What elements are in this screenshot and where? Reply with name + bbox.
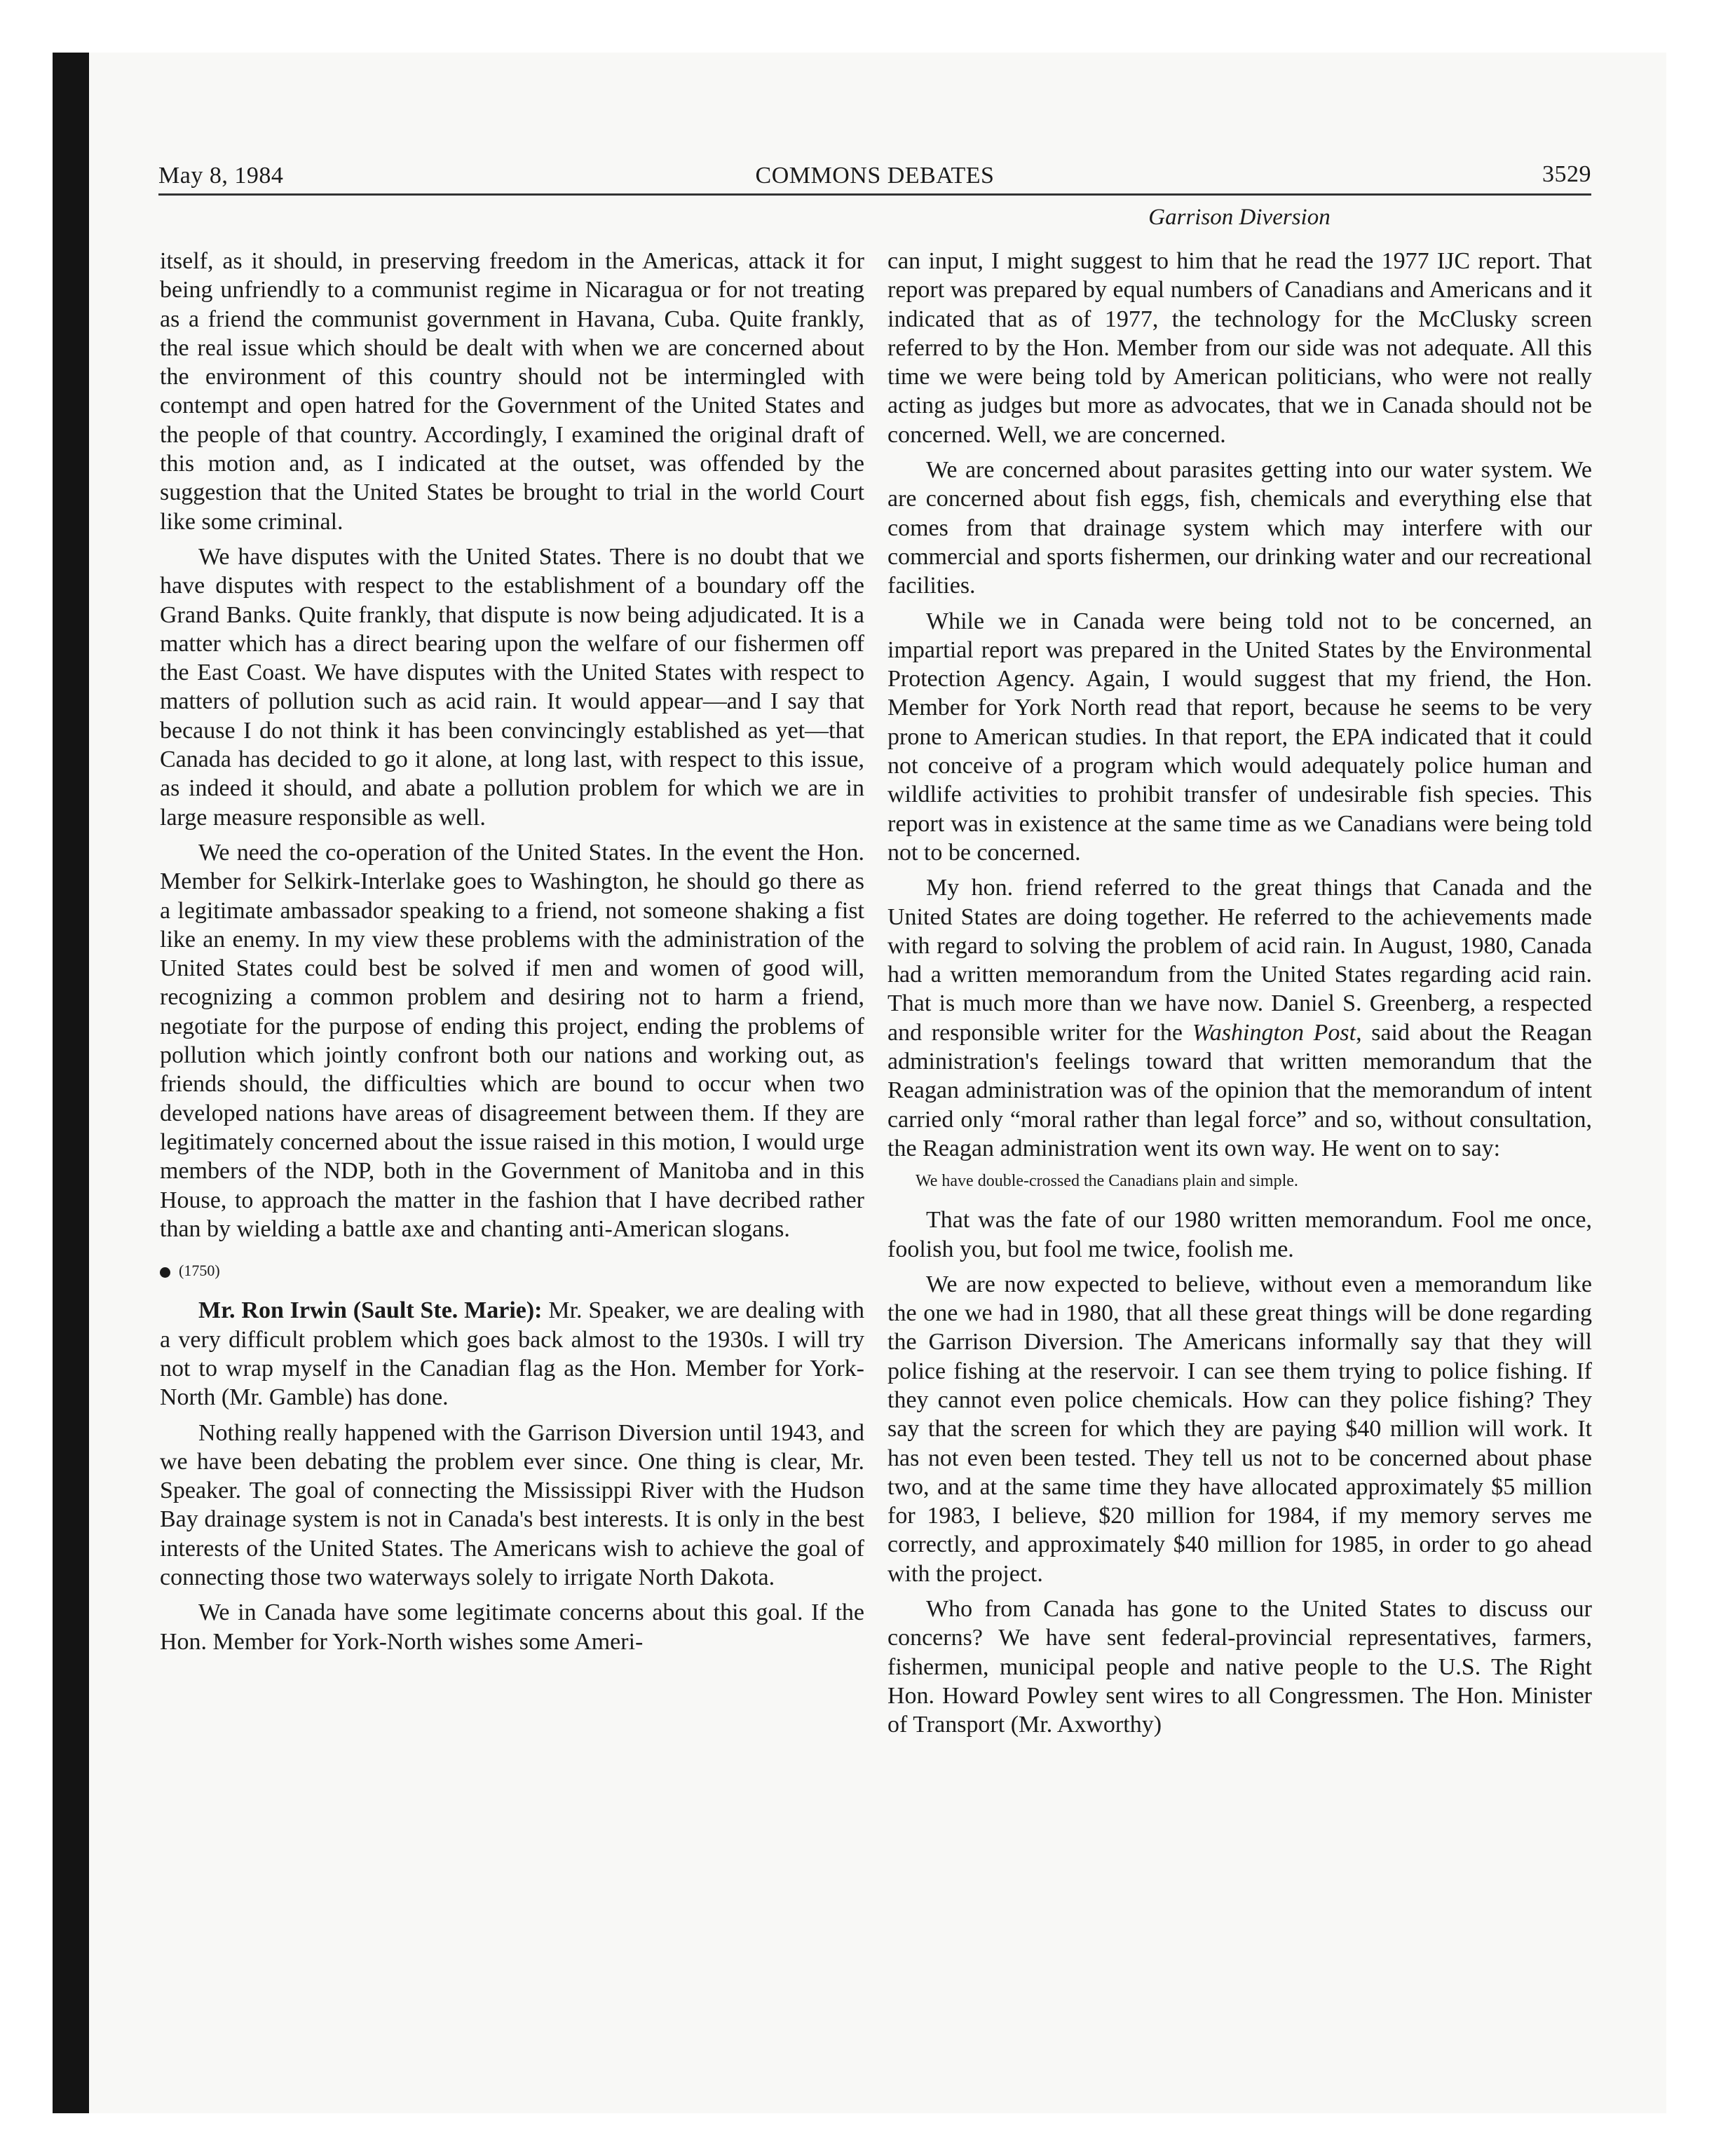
publication-title: Washington Post — [1192, 1019, 1356, 1046]
header-date: May 8, 1984 — [158, 163, 284, 189]
paragraph: We have disputes with the United States. There is no doubt that we have disputes with respect to the establishment of a boundary off the Grand Banks. Quite frankly, that dispute is now being adjudicated. It is a matter which has a direct bearing upon the welfare of our fishermen off the East Coast. We have disputes with the United States with respect to matters of pollution such as acid rain. It would appear—and I say that because I do not think it has been convincingly established as yet—that Canada has decided to go it alone, at long last, with respect to this issue, as indeed it should, and abate a pollution problem for which we are in large measure responsible as well. — [160, 543, 864, 831]
header-title: COMMONS DEBATES — [755, 163, 995, 189]
block-quote: We have double-crossed the Canadians plain and simple. — [916, 1172, 1298, 1191]
subject-heading: Garrison Diversion — [1148, 205, 1331, 230]
paragraph — [887, 873, 1592, 1163]
paragraph: We are concerned about parasites getting into our water system. We are concerned about fish eggs, fish, chemicals and everything else that comes from that drainage system which may interfere with our commercial and sports fishermen, our drinking water and our recreational facilities. — [887, 457, 1592, 599]
speech-text: Mr. Speaker, we are dealing with a very difficult problem which goes back almost to the 1930s. I will try not to wrap myself in the Canadian flag as the Hon. Member for York-North (Mr. Gamble) has done. — [160, 1297, 865, 1411]
right-column — [887, 247, 1592, 1746]
paragraph-text: , said about the Reagan administration's feelings toward that written memorandum that the Reagan administration was of the opinion that the memorandum of intent carried only “moral rather than legal force” and so, without consultation, the Reagan administration went its own way. He went on to say: — [887, 1019, 1592, 1161]
paragraph: We are now expected to believe, without even a memorandum like the one we had in 1980, that all these great things will be done regarding the Garrison Diversion. The Americans informally say that they will police fishing at the reservoir. I can see them trying to police fishing. If they cannot even police chemicals. How can they police fishing? They say that the screen for which they are paying $40 million will work. It has not even been tested. They tell us not to be concerned about phase two, and at the same time they have allocated approximately $5 million for 1983, I believe, $20 million for 1984, if my memory serves me correctly, and approximately $40 million for 1985, in order to go ahead with the project. — [887, 1271, 1592, 1587]
speaker-name: Mr. Ron Irwin (Sault Ste. Marie): — [198, 1297, 543, 1324]
paragraph: While we in Canada were being told not to be concerned, an impartial report was prepared in the United States by the Environmental Protection Agency. Again, I would suggest that my friend, the Hon. Member for York North read that report, because he seems to be very prone to American studies. In that report, the EPA indicated that it could not conceive of a program which would adequately police human and wildlife activities to prohibit transfer of undesirable fish species. This report was in existence at the same time as we Canadians were being told not to be concerned. — [887, 608, 1592, 866]
paragraph — [160, 1296, 864, 1412]
left-column — [160, 247, 864, 1663]
paragraph-text: My hon. friend referred to the great things that Canada and the United States are doing together. He referred to the achievements made with regard to solving the problem of acid rain. In August, 1980, Canada had a written memorandum from the United States regarding acid rain. That is much more than we have now. Daniel S. Greenberg, a respected and responsible writer for the — [887, 875, 1592, 1046]
paragraph: That was the fate of our 1980 written memorandum. Fool me once, foolish you, but fool me twice, foolish me. — [887, 1207, 1592, 1262]
paragraph: itself, as it should, in preserving freedom in the Americas, attack it for being unfriendly to a communist regime in Nicaragua or for not treating as a friend the communist government in Havana, Cuba. Quite frankly, the real issue which should be dealt with when we are concerned about the environment of this country should not be intermingled with contempt and open hatred for the Government of the United States and the people of that country. Accordingly, I examined the original draft of this motion and, as I indicated at the outset, was offended by the suggestion that the United States be brought to trial in the world Court like some criminal. — [160, 248, 864, 535]
bullet-icon — [160, 1267, 170, 1278]
paragraph: can input, I might suggest to him that he read the 1977 IJC report. That report was prepared by equal numbers of Canadians and Americans and it indicated that as of 1977, the technology for the McClusky screen referred to by the Hon. Member from our side was not adequate. All this time we were being told by American politicians, who were not really acting as judges but more as advocates, that we in Canada should not be concerned. Well, we are concerned. — [887, 248, 1592, 448]
paragraph: We in Canada have some legitimate concerns about this goal. If the Hon. Member for York-North wishes some Ameri- — [160, 1599, 864, 1655]
running-header — [158, 154, 1591, 196]
time-marker-label: (1750) — [179, 1262, 220, 1280]
paragraph: Nothing really happened with the Garrison Diversion until 1943, and we have been debating the problem ever since. One thing is clear, Mr. Speaker. The goal of connecting the Mississippi River with the Hudson Bay drainage system is not in Canada's best interests. It is only in the best interests of the United States. The Americans wish to achieve the goal of connecting those two waterways solely to irrigate North Dakota. — [160, 1419, 864, 1591]
page-number: 3529 — [1542, 161, 1591, 187]
scan-edge — [53, 53, 89, 2113]
paragraph: Who from Canada has gone to the United States to discuss our concerns? We have sent federal-provincial representatives, farmers, fishermen, municipal people and native people to the U.S. The Right Hon. Howard Powley sent wires to all Congressmen. The Hon. Minister of Transport (Mr. Axworthy) — [887, 1596, 1592, 1738]
time-marker — [160, 1256, 864, 1285]
paragraph: We need the co-operation of the United States. In the event the Hon. Member for Selkirk-Interlake goes to Washington, he should go there as a legitimate ambassador speaking to a friend, not someone shaking a fist like an enemy. In my view these problems with the administration of the United States could best be solved if men and women of good will, recognizing a common problem and desiring not to harm a friend, negotiate for the purpose of ending this project, ending the problems of pollution which jointly confront both our nations and working out, as friends should, the difficulties which are bound to occur when two developed nations have areas of disagreement between them. If they are legitimately concerned about the issue raised in this motion, I would urge members of the NDP, both in the Government of Manitoba and in this House, to approach the matter in the fashion that I have decribed rather than by wielding a battle axe and chanting anti-American slogans. — [160, 839, 864, 1242]
